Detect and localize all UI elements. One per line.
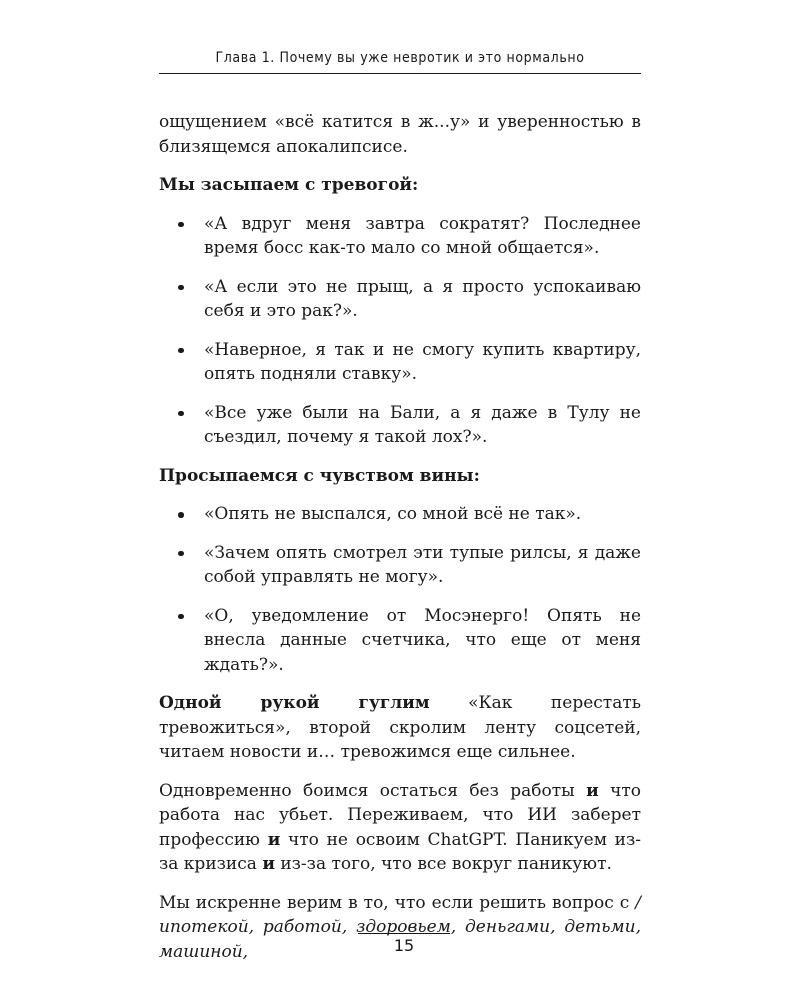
header-rule xyxy=(159,73,641,74)
footer-rule xyxy=(358,933,450,934)
page-number: 15 xyxy=(393,936,415,955)
bullet-icon xyxy=(178,551,184,557)
bullet-icon xyxy=(178,222,184,228)
belief-paragraph: Мы искренне верим в то, что если решить вопрос с /ипотекой, работой, здоровьем, деньгами, детьми, машиной, xyxy=(159,892,641,962)
bullet-icon xyxy=(178,614,184,620)
bullet-icon xyxy=(178,411,184,417)
bullet-icon xyxy=(178,348,184,354)
running-head: Глава 1. Почему вы уже невротик и это нормально xyxy=(215,50,585,66)
anxiety-list xyxy=(159,212,641,450)
fear-paragraph: Одновременно боимся остаться без работы и что работа нас убьет. Переживаем, что ИИ заберет профессию и что не освоим ChatGPT. Паникуем из-за кризиса и из-за того, что все вокруг паникуют. xyxy=(159,780,641,874)
bullet-icon xyxy=(178,512,184,518)
list-item: «Опять не выспался, со мной всё не так». xyxy=(159,502,641,527)
list-item: «Зачем опять смотрел эти тупые рилсы, я даже собой управлять не могу». xyxy=(159,541,641,590)
section-label-anxiety: Мы засыпаем с тревогой: xyxy=(159,175,419,195)
list-item: «О, уведомление от Мосэнерго! Опять не внесла данные счетчика, что еще от меня ждать?». xyxy=(159,604,641,678)
list-item: «А вдруг меня завтра сократят? Последнее время босс как-то мало со мной общается». xyxy=(159,212,641,261)
page-body xyxy=(159,110,641,964)
list-item: «Все уже были на Бали, а я даже в Тулу не съездил, почему я такой лох?». xyxy=(159,401,641,450)
section-label-guilt: Просыпаемся с чувством вины: xyxy=(159,465,480,486)
intro-paragraph: ощущением «всё катится в ж...у» и уверенностью в близящемся апокалипсисе. xyxy=(159,112,641,157)
list-item: «Наверное, я так и не смогу купить квартиру, опять подняли ставку». xyxy=(159,338,641,387)
list-item: «А если это не прыщ, а я просто успокаиваю себя и это рак?». xyxy=(159,275,641,324)
bullet-icon xyxy=(178,285,184,291)
guilt-list xyxy=(159,502,641,677)
google-paragraph: Одной рукой гуглим «Как перестать тревожиться», второй скролим ленту соцсетей, читаем новости и… тревожимся еще сильнее. xyxy=(159,693,641,762)
